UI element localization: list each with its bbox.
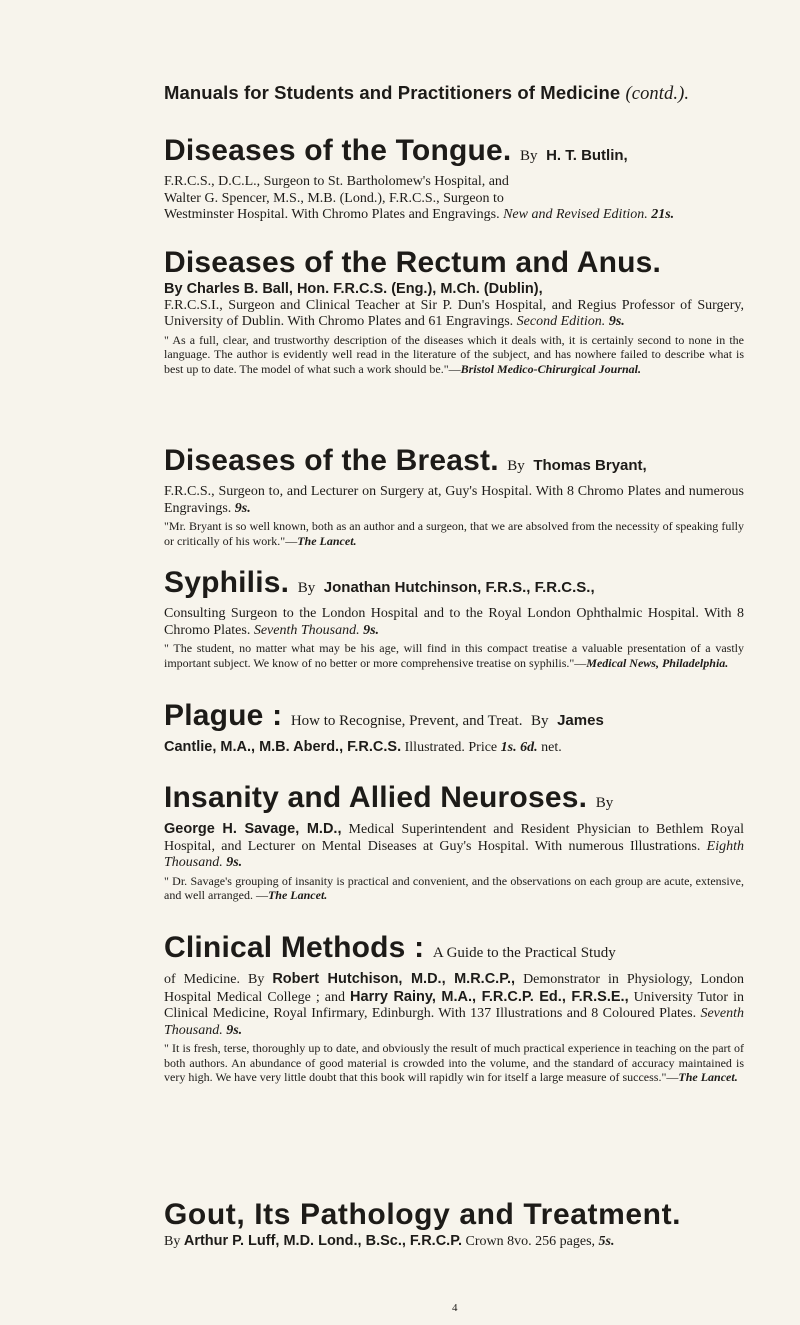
author-name: Robert Hutchison, M.D., M.R.C.P.,	[272, 971, 516, 987]
review-source: Medical News, Philadelphia.	[586, 655, 729, 670]
review-quote: "Mr. Bryant is so well known, both as an author and a surgeon, that we are absolved from the necessity of speaking fully or critically of his work."—The Lancet.	[164, 519, 744, 548]
entry-body: Cantlie, M.A., M.B. Aberd., F.R.C.S. Illustrated. Price 1s. 6d. net.	[164, 739, 562, 755]
entry-title	[164, 930, 744, 971]
entry-subtitle: How to Recognise, Prevent, and Treat.	[290, 713, 523, 729]
entry-body: By Charles B. Ball, Hon. F.R.C.S. (Eng.), M.Ch. (Dublin), F.R.C.S.I., Surgeon and Clinical Teacher at Sir P. Dun's Hospital, and Regius Professor of Surgery, University of Dublin. With Chromo Plates and 61 Engravings. Second Edition. 9s.	[164, 281, 744, 329]
price: 9s.	[226, 1022, 243, 1038]
body-line: Walter G. Spencer, M.S., M.B. (Lond.), F.R.C.S., Surgeon to	[164, 190, 504, 206]
author-name: H. T. Butlin,	[546, 147, 628, 164]
edition-label: Eighth Thousand.	[164, 838, 744, 870]
edition-label: Second Edition.	[516, 314, 606, 329]
edition-label: Seventh Thousand.	[253, 622, 360, 638]
author-name-cont: Cantlie, M.A., M.B. Aberd., F.R.C.S.	[164, 739, 402, 755]
by-label: By	[164, 1234, 181, 1249]
entry-body: George H. Savage, M.D., Medical Superintendent and Resident Physician to Bethlem Royal Hospital, and Lecturer on Mental Diseases at Guy's Hospital. With numerous Illustrations. Eighth Thousand. 9s.	[164, 821, 744, 870]
entry-body: of Medicine. By Robert Hutchison, M.D., M.R.C.P., Demonstrator in Physiology, London Hospital Medical College ; and Harry Rainy, M.A., F.R.C.P. Ed., F.R.S.E., University Tutor in Clinical Medicine, Royal Infirmary, Edinburgh. With 137 Illustrations and 8 Coloured Plates. Seventh Thousand. 9s.	[164, 971, 745, 1038]
edition-label: Seventh Thousand.	[164, 1006, 744, 1038]
running-head-text: Manuals for Students and Practitioners of Medicine	[164, 82, 621, 103]
review-quote: " The student, no matter what may be his age, will find in this compact treatise a valuable presentation of a vastly important subject. We know of no better or more comprehensive treatise on syphilis."—Medical News, Philadelphia.	[164, 641, 744, 670]
price: 21s.	[651, 207, 675, 222]
review-source: The Lancet.	[297, 533, 357, 548]
price: 1s. 6d.	[500, 740, 538, 755]
author-name: James	[557, 712, 604, 729]
entry-plague	[164, 698, 744, 757]
by-label: By	[507, 458, 525, 474]
price: 9s.	[234, 500, 251, 516]
entry-title: Diseases of the Rectum and Anus.	[164, 246, 662, 279]
author-name: Thomas Bryant,	[533, 457, 647, 474]
entry-title-text: Clinical Methods :	[164, 931, 425, 964]
entry-breast	[164, 443, 744, 548]
price: 9s.	[363, 622, 380, 638]
price: 5s.	[598, 1234, 615, 1249]
review-source: Bristol Medico-Chirurgical Journal.	[460, 361, 641, 376]
entry-title	[164, 443, 744, 484]
review-quote: " It is fresh, terse, thoroughly up to date, and obviously the result of much practical experience in teaching on the part of both authors. An abundance of good material is crowded into the volume, and the standard of accuracy maintained is very high. We have very little doubt that this book will rapidly win for itself a large measure of success."—The Lancet.	[164, 1041, 744, 1084]
entry-gout	[164, 1197, 744, 1251]
price: 9s.	[226, 855, 243, 870]
entry-title-text: Diseases of the Breast.	[164, 444, 499, 477]
entry-body: By Arthur P. Luff, M.D. Lond., B.Sc., F.R.C.P. Crown 8vo. 256 pages, 5s.	[164, 1233, 615, 1249]
entry-title	[164, 780, 744, 821]
review-source: The Lancet.	[678, 1070, 738, 1084]
by-label: By	[520, 148, 538, 164]
body-line: F.R.C.S., D.C.L., Surgeon to St. Bartholomew's Hospital, and	[164, 174, 509, 189]
entry-clinical-methods	[164, 930, 744, 1085]
by-label: By	[595, 795, 614, 811]
entry-body: F.R.C.S., Surgeon to, and Lecturer on Surgery at, Guy's Hospital. With 8 Chromo Plates and numerous Engravings. 9s.	[164, 484, 744, 516]
author-name: Arthur P. Luff, M.D. Lond., B.Sc., F.R.C.P.	[183, 1233, 463, 1249]
running-head	[164, 82, 689, 105]
body-line: Westminster Hospital. With Chromo Plates and Engravings. New and Revised Edition. 21s.	[164, 207, 675, 222]
by-label: By	[297, 580, 316, 596]
entry-title-text: Diseases of the Tongue.	[164, 134, 512, 167]
author-name: By Charles B. Ball, Hon. F.R.C.S. (Eng.), M.Ch. (Dublin),	[164, 281, 543, 297]
entry-rectum	[164, 245, 744, 376]
entry-syphilis	[164, 565, 744, 670]
entry-subtitle: A Guide to the Practical Study	[432, 945, 616, 961]
entry-title	[164, 133, 744, 174]
entry-insanity	[164, 780, 744, 903]
review-source: The Lancet.	[267, 888, 328, 902]
by-label: By	[531, 713, 549, 729]
running-head-contd: (contd.).	[625, 84, 690, 104]
entry-title-text: Syphilis.	[164, 566, 290, 599]
page-number: 4	[452, 1302, 458, 1314]
entry-title	[164, 565, 744, 606]
entry-body	[164, 174, 744, 224]
entry-body: Consulting Surgeon to the London Hospital and to the Royal London Ophthalmic Hospital. With 8 Chromo Plates. Seventh Thousand. 9s.	[164, 606, 744, 638]
review-quote: " Dr. Savage's grouping of insanity is practical and convenient, and the observations on each group are acute, extensive, and well arranged. —The Lancet.	[164, 873, 744, 902]
entry-tongue	[164, 133, 744, 224]
review-quote: " As a full, clear, and trustworthy description of the diseases which it deals with, it is certainly second to none in the language. The author is evidently well read in the literature of the subject, and has nowhere failed to describe what is best up to date. The model of what such a work should be."—Bristol Medico-Chirurgical Journal.	[164, 332, 744, 376]
entry-title	[164, 698, 744, 739]
edition-label: New and Revised Edition.	[503, 207, 648, 222]
author-name: Harry Rainy, M.A., F.R.C.P. Ed., F.R.S.E.,	[350, 988, 629, 1005]
entry-title-text: Plague :	[164, 699, 283, 732]
author-name: Jonathan Hutchinson, F.R.S., F.R.C.S.,	[323, 579, 595, 596]
author-name: George H. Savage, M.D.,	[164, 821, 342, 837]
price: 9s.	[608, 314, 625, 329]
entry-title-text: Insanity and Allied Neuroses.	[164, 781, 588, 814]
entry-title: Gout, Its Pathology and Treatment.	[164, 1198, 682, 1231]
